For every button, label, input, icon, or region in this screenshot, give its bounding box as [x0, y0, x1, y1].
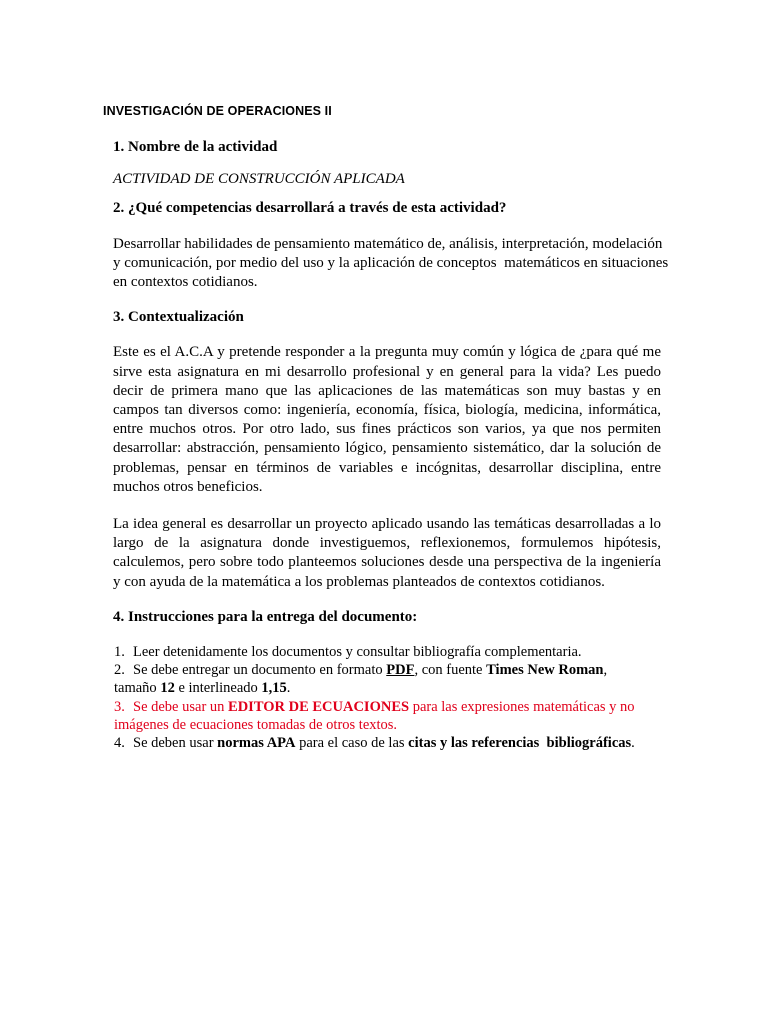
section-2-line-3: en contextos cotidianos.	[113, 274, 258, 291]
document-body	[113, 138, 669, 752]
instruction-number: 4.	[114, 735, 125, 752]
citations-label: citas y las referencias bibliográficas	[408, 735, 632, 752]
instruction-text: e interlineado	[174, 680, 262, 697]
section-3-paragraph-1: Este es el A.C.A y pretende responder a la pregunta muy común y lógica de ¿para qué me sirve esta asignatura en mi desarrollo profesional y en general para la vida? Les puedo decir de primera mano que las aplicaciones de las matemáticas son muy bastas y en campos tan diversos como: ingeniería, economía, física, biología, medicina, informática, entre muchos otros. Por otro lado, sus fines prácticos son varios, ya que nos permiten desarrollar: abstracción, pensamiento lógico, pensamiento sistemático, dar la solución de problemas, pensar en términos de variables e incógnitas, desarrollar disciplina, entre muchos otros beneficios.	[113, 344, 661, 495]
instruction-number: 1.	[114, 644, 125, 661]
course-title: INVESTIGACIÓN DE OPERACIONES II	[103, 104, 332, 118]
section-1-heading: 1. Nombre de la actividad	[113, 139, 278, 155]
instruction-number: 2.	[114, 662, 125, 679]
instruction-item-1	[114, 643, 662, 661]
instruction-text: tamaño	[114, 680, 161, 697]
instruction-text: Se debe usar un	[133, 698, 229, 715]
instruction-text: ,	[603, 662, 608, 679]
instruction-item-3	[114, 698, 662, 734]
instruction-item-4	[114, 734, 662, 752]
equation-editor-label: EDITOR DE ECUACIONES	[228, 698, 410, 715]
apa-norms-label: normas APA	[217, 735, 296, 752]
instruction-text: .	[631, 735, 635, 752]
instruction-text: Se deben usar	[133, 735, 218, 752]
instruction-text: , con fuente	[414, 662, 487, 679]
instruction-text: para el caso de las	[295, 735, 409, 752]
line-spacing-label: 1,15	[261, 680, 287, 697]
instruction-text: .	[286, 680, 291, 697]
section-4-heading: 4. Instrucciones para la entrega del documento:	[113, 608, 418, 625]
instruction-text: para las expresiones matemáticas y no	[409, 698, 635, 715]
section-3-paragraph-2: La idea general es desarrollar un proyecto aplicado usando las temáticas desarrolladas a lo largo de la asignatura donde investiguemos, reflexionemos, formulemos hipótesis, calculemos, pero sobre todo planteemos soluciones desde una perspectiva de la ingeniería y con ayuda de la matemática a los problemas planteados de contextos cotidianos.	[113, 516, 661, 590]
section-2-heading: 2. ¿Qué competencias desarrollará a través de esta actividad?	[113, 200, 507, 217]
section-2-line-2: y comunicación, por medio del uso y la aplicación de conceptos matemáticos en situaciones	[113, 254, 669, 271]
section-2-body	[113, 235, 669, 293]
instruction-item-2	[114, 661, 662, 697]
section-2-line-1: Desarrollar habilidades de pensamiento matemático de, análisis, interpretación, modelación	[113, 235, 663, 252]
font-size-label: 12	[160, 680, 175, 697]
instructions-list	[114, 643, 662, 752]
section-3-heading: 3. Contextualización	[113, 309, 244, 326]
activity-name: ACTIVIDAD DE CONSTRUCCIÓN APLICADA	[113, 171, 405, 188]
instruction-text: Se debe entregar un documento en formato	[133, 662, 387, 679]
instruction-number: 3.	[114, 698, 125, 715]
instruction-text: Leer detenidamente los documentos y consultar bibliografía complementaria.	[133, 644, 582, 661]
pdf-format-label: PDF	[386, 662, 415, 679]
instruction-text: imágenes de ecuaciones tomadas de otros textos.	[114, 716, 398, 733]
font-name-label: Times New Roman	[486, 662, 604, 679]
